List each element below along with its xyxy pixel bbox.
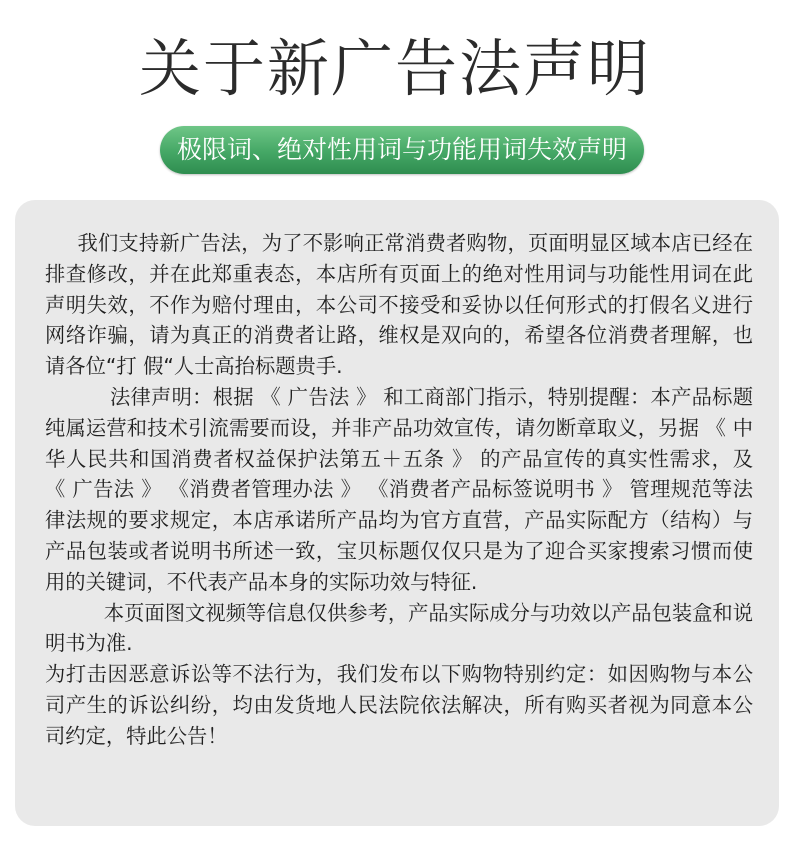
statement-paragraph-agreement: 为打击因恶意诉讼等不法行为，我们发布以下购物特别约定：如因购物与本公司产生的诉讼纠纷，均由发货地人民法院依法解决，所有购买者视为同意本公司约定，特此公告！ (45, 662, 753, 748)
statement-paragraph-legal: 法律声明：根据 《 广告法 》 和工商部门指示，特别提醒：本产品标题纯属运营和技术引流需要而设，并非产品功效宣传，请勿断章取义，另据 《 中华人民共和国消费者权益保护法第五＋五条 》 的产品宣传的真实性需求，及 《 广告法 》 《消费者管理办法 》 《消费者产品标签说明书 》 管理规范等法律法规的要求规定，本店承诺所产品均为官方直营，产品实际配方（结构）与产品包装或者说明书所述一致，宝贝标题仅仅只是为了迎合买家搜索习惯而使用的关键词，不代表产品本身的实际功效与特征. (45, 384, 753, 594)
statement-paragraph-reference: 本页面图文视频等信息仅供参考，产品实际成分与功效以产品包装盒和说明书为准. (45, 600, 753, 656)
statement-body (45, 228, 753, 752)
statement-paragraph-support: 我们支持新广告法，为了不影响正常消费者购物，页面明显区域本店已经在排查修改，并在此郑重表态，本店所有页面上的绝对性用词与功能性用词在此声明失效，不作为赔付理由，本公司不接受和妥协以任何形式的打假名义进行网络诈骗，请为真正的消费者让路，维权是双向的，希望各位消费者理解，也请各位“打 假“人士高抬标题贵手. (45, 231, 753, 379)
subtitle-banner: 极限词、绝对性用词与功能用词失效声明 (160, 126, 644, 174)
page-title: 关于新广告法声明 (138, 32, 651, 105)
